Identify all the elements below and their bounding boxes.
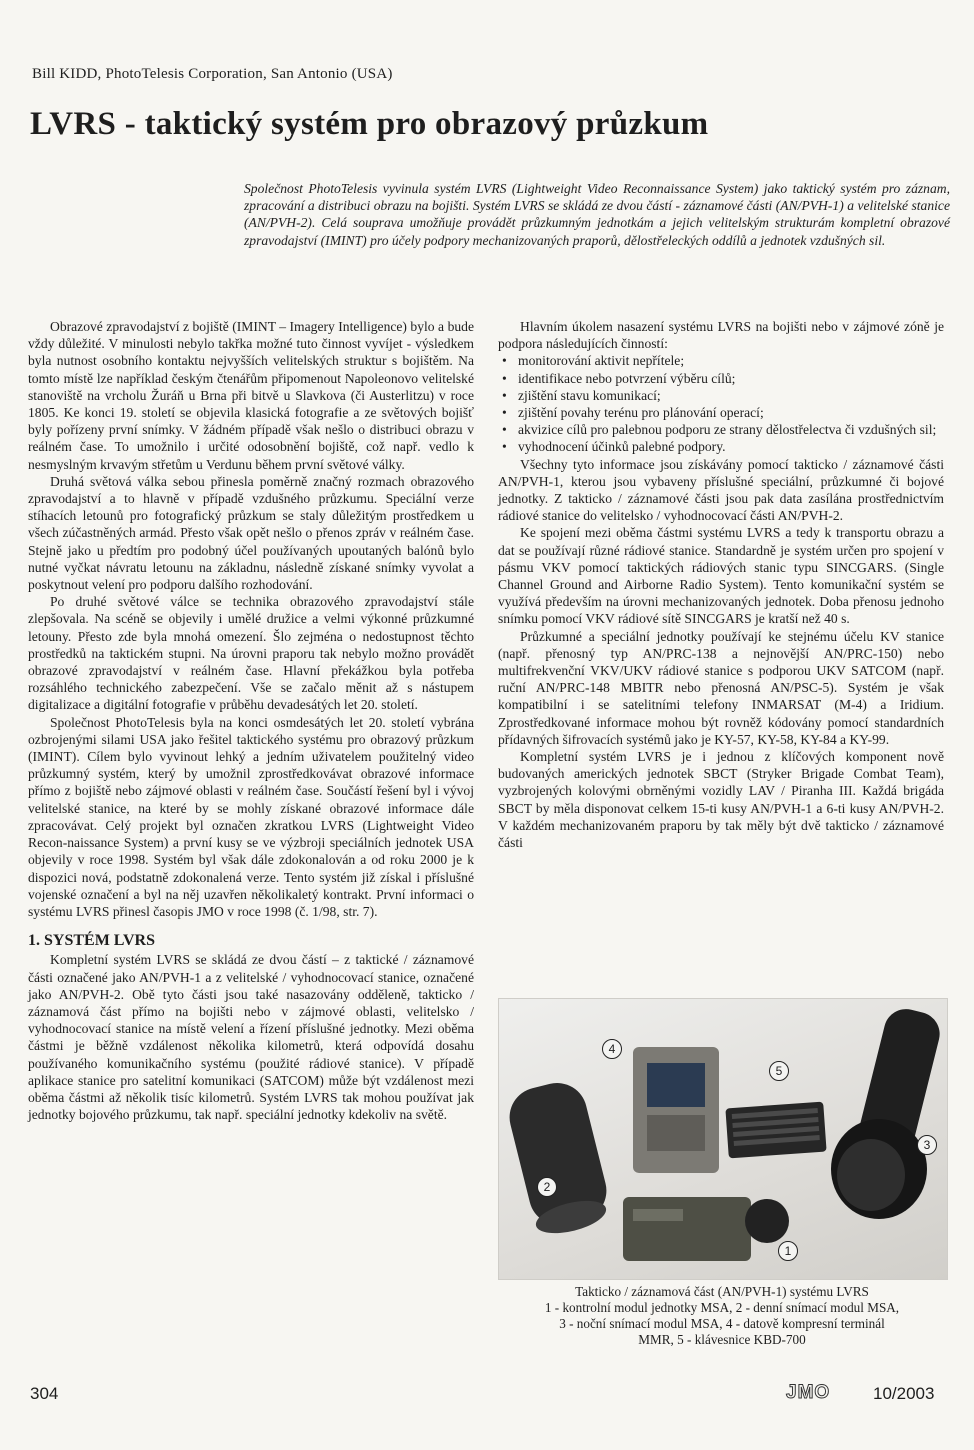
paragraph: Kompletní systém LVRS je i jednou z klíčových komponent nově budovaných amerických jednotek SBCT (Stryker Brigade Combat Team), vyzbrojených kolovými obrněnými vozidly LAV / Piranha III. Každá brigáda SBCT by měla disponovat celkem 15-ti kusy AN/PVH-1 a 6-ti kusy AN/PVH-2. V každém mechanizovaném praporu by tak měly být dvě takticko / záznamové části	[498, 749, 944, 851]
list-item: • zjištění povahy terénu pro plánování operací;	[498, 404, 944, 421]
list-item: • zjištění stavu komunikací;	[498, 387, 944, 404]
paragraph: Po druhé světové válce se technika obrazového zpravodajství stále zlepšovala. Na scéně se objevily i umělé družice a velmi výkonné průzkumné letouny. Přesto zde byla mnohá omezení. Šlo zejména o nedostupnost těchto prostředků na taktickém stupni. Na úrovni praporu tak nebylo možno provádět obrazové zpravodajství v reálném čase. Hlavní překážkou byla potřeba rozsáhlého technického zabezpečení. Vše se začalo měnit až s nástupem digitalizace a digitální fotografie v průběhu devadesátých let 20. století.	[28, 594, 474, 713]
equipment-photo	[498, 998, 948, 1280]
caption-line: 1 - kontrolní modul jednotky MSA, 2 - denní snímací modul MSA,	[544, 1300, 900, 1315]
caption-line: Takticko / záznamová část (AN/PVH-1) systému LVRS	[575, 1284, 869, 1299]
section-heading: 1. SYSTÉM LVRS	[28, 932, 156, 950]
night-camera-module	[831, 1004, 944, 1219]
issue-number: 10/2003	[873, 1384, 935, 1403]
callout-marker: 2	[537, 1177, 557, 1197]
paragraph: Kompletní systém LVRS se skládá ze dvou částí – z taktické / záznamové části označené jako AN/PVH-1 a z velitelské / vyhodnocovací stanice, označené jako AN/PVH-2. Obě tyto části jsou také nasazovány odděleně, takticko / záznamová část přímo na bojišti nebo v zájmové oblasti, velitelsko / vyhodnocovací stanice na místě velení a řízení příslušné jednotky. Mezi oběma částmi je běžně vzdálenost několika kilometrů, která odpovídá dosahu používaného komunikačního systému (použité rádiové stanice). V případě aplikace stanice pro satelitní komunikaci (SATCOM) může být vzdálenost mezi oběma částmi až několik tisíc kilometrů. Systém LVRS tak mohou používat jak jednotky bojového průzkumu, tak např. speciální jednotky kdekoliv na světě.	[28, 952, 474, 1123]
abstract: Společnost PhotoTelesis vyvinula systém LVRS (Lightweight Video Reconnaissance System) jako taktický systém pro záznam, zpracování a distribuci obrazu na bojišti. Systém LVRS se skládá ze dvou částí - záznamové části (AN/PVH-1) a velitelské stanice (AN/PVH-2). Celá souprava umožňuje provádět průzkumným jednotkám a jejich velitelským strukturám kompletní obrazové zpravodajství (IMINT) pro účely podpory mechanizovaných praporů, dělostřeleckých oddílů a jednotek vzdušných sil.	[244, 181, 950, 248]
callout-marker: 5	[769, 1061, 789, 1081]
article-title: LVRS - taktický systém pro obrazový průzkum	[30, 106, 709, 142]
page-number: 304	[30, 1384, 59, 1403]
caption-line: 3 - noční snímací modul MSA, 4 - datově kompresní terminál	[559, 1316, 885, 1331]
data-terminal	[633, 1047, 719, 1173]
paragraph: Všechny tyto informace jsou získávány pomocí takticko / záznamové části AN/PVH-1, kterou jsou vybaveny příslušné speciální, průzkumné či bojové jednotky. Z takticko / záznamové části jsou pak data zasílána prostřednictvím rádiové stanice do velitelsko / vyhodnocovací části AN/PVH-2.	[498, 456, 944, 524]
figure-caption	[498, 1284, 946, 1348]
right-column	[498, 318, 944, 851]
caption-line: MMR, 5 - klávesnice KBD-700	[638, 1332, 806, 1347]
paragraph: Společnost PhotoTelesis byla na konci osmdesátých let 20. století vybrána ozbrojenými silami USA jako řešitel taktického systému pro obrazový průzkum (IMINT). Cílem bylo vyvinout lehký a jedním uživatelem použitelný video průzkumný systém, který by umožnil zprostředkovávat obrazové informace přímo z bojiště nebo zájmové oblasti v reálném čase. Součástí řešení byl i vývoj velitelské stanice, na které by se mohly získané obrazové informace dále zpracovávat. Celý projekt byl označen zkratkou LVRS (Lightweight Video Recon-naissance System) a první kusy se ve výzbroji speciálních jednotek USA objevily v roce 1998. Systém byl však dále zdokonalován a od roku 2000 je k dispozici nová, podstatně zdokonalená verze. Tento systém již získal i příslušné vojenské označení a byl na něj uzavřen několikaletý kontrakt. První informaci o systému LVRS přinesl časopis JMO v roce 1998 (č. 1/98, str. 7).	[28, 714, 474, 919]
paragraph: Průzkumné a speciální jednotky používají ke stejnému účelu KV stanice (např. přenosný typ AN/PRC-138 a nejnovější AN/PRC-150) nebo multifrekvenční VKV/UKV rádiové stanice s podporou UKV SATCOM (např. ruční AN/PRC-148 MBITR nebo přenosná AN/PSC-5). Systém je však kompatibilní i se satelitními telefony INMARSAT (M-4) a Iridium. Zprostředkované informace mohou být rovněž kódovány pomocí standardních přídavných šifrovacích systémů jako je KY-57, KY-58, KY-84 a KY-99.	[498, 628, 944, 747]
callout-marker: 3	[917, 1135, 937, 1155]
list-item: • akvizice cílů pro palebnou podporu ze strany dělostřelectva či vzdušných sil;	[498, 421, 944, 438]
equipment-illustration	[499, 999, 947, 1279]
keyboard	[725, 1102, 826, 1159]
paragraph: Ke spojení mezi oběma částmi systému LVRS a tedy k transportu obrazu a dat se používají různé rádiové stanice. Standardně je systém určen pro spojení v pásmu VKV pomocí taktických rádiových stanic typu SINCGARS. (Single Channel Ground and Airborne Radio System). Tento komunikační systém se využívá především na úrovni mechanizovaných jednotek. Doba přenosu jednoho snímku pomocí VKV rádiové sítě SINCGARS je kratší než 40 s.	[498, 525, 944, 627]
journal-logo: JMO	[786, 1382, 831, 1403]
list-item: • identifikace nebo potvrzení výběru cílů;	[498, 370, 944, 387]
callout-marker: 1	[778, 1241, 798, 1261]
author-line: Bill KIDD, PhotoTelesis Corporation, San Antonio (USA)	[32, 66, 393, 82]
control-module	[623, 1197, 789, 1261]
paragraph: Obrazové zpravodajství z bojiště (IMINT – Imagery Intelligence) bylo a bude vždy důležité. V minulosti nebylo takřka možné tuto činnost vyvíjet - výsledkem byla nutnost osobního kontaktu nejvyšších velitelských struktur s bojištěm. Na tomto místě lze například českým čtenářům připomenout Napoleonovo velitelské stanoviště na vrcholu Žuráň u Brna při bitvě u Slavkova (či Austerlitzu) v roce 1805. Ke konci 19. století se objevila klasická fotografie a ze světových bojišť byly pořízeny první snímky. V žádném případě však nešlo o distribuci obrazu v reálném čase. To umožnilo i určité odosobnění bojiště, což např. vedlo k nesmyslným krvavým střetům u Verdunu během první světové války.	[28, 319, 474, 472]
list-item: • vyhodnocení účinků palebné podpory.	[498, 438, 944, 455]
paragraph: Hlavním úkolem nasazení systému LVRS na bojišti nebo v zájmové zóně je podpora následujících činností:	[498, 319, 944, 352]
list-item: • monitorování aktivit nepřítele;	[498, 352, 944, 369]
page-footer	[0, 1384, 974, 1414]
task-list	[498, 352, 944, 455]
callout-marker: 4	[602, 1039, 622, 1059]
day-camera-module	[503, 1077, 613, 1240]
paragraph: Druhá světová válka sebou přinesla poměrně značný rozmach obrazového zpravodajství a to hlavně v případě vzdušného průzkumu. Speciální verze stíhacích letounů pro fotografický průzkum se staly důležitým prostředkem u všech zúčastněných armád. Přesto však opět nešlo o přenos zpráv v reálném čase. Stejně jako u předtím pro podobný účel používaných upoutaných balónů bylo nutné vyčkat návratu letounu na základnu, následně získané snímky vyvolat a poskytnout velení pro podporu dalšího rozhodování.	[28, 473, 474, 593]
left-column	[28, 318, 474, 1123]
